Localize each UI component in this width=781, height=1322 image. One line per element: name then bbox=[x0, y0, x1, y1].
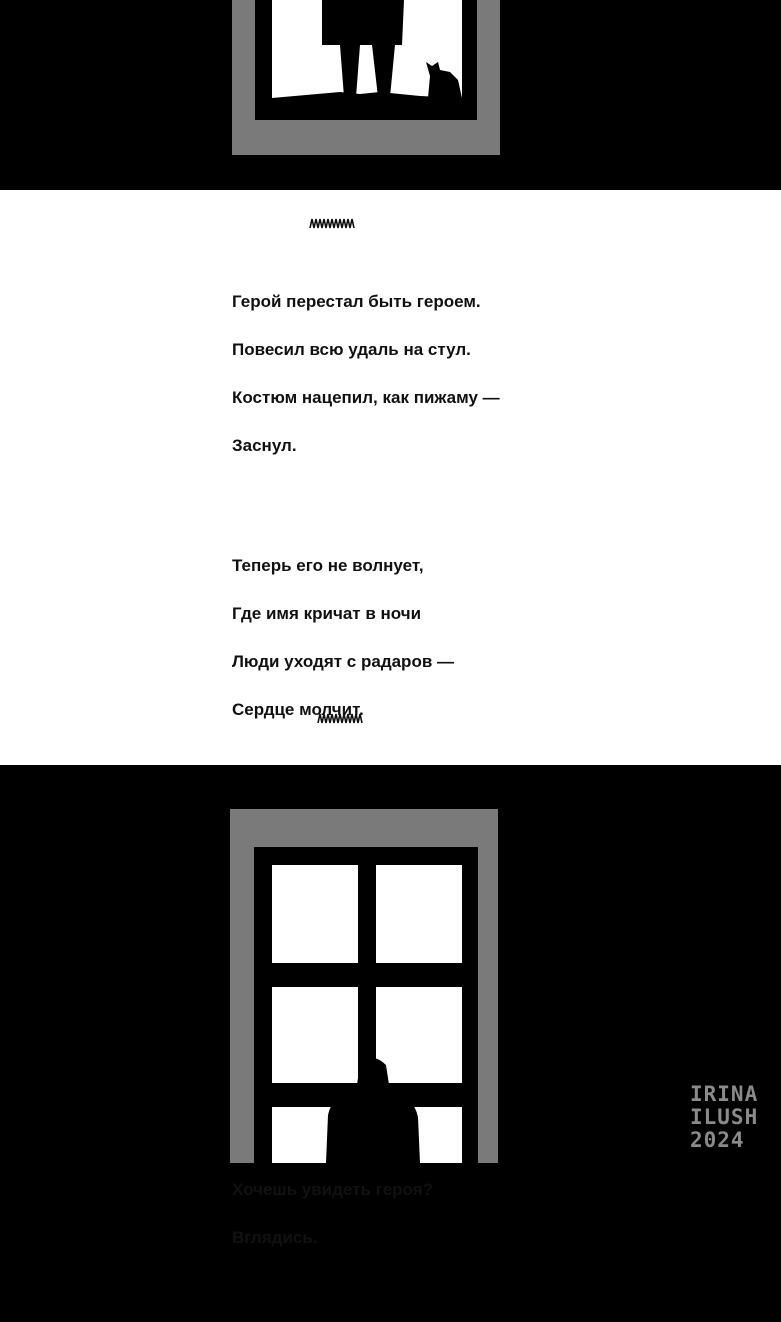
poem-line: Люди уходят с радаров — bbox=[232, 652, 455, 671]
poem-stanza bbox=[232, 530, 652, 746]
squiggle-divider-top bbox=[308, 216, 358, 232]
squiggle-divider-bottom bbox=[316, 710, 366, 726]
window-pane bbox=[376, 987, 462, 1083]
bottom-illustration bbox=[0, 765, 781, 1163]
poem-line: Заснул. bbox=[232, 436, 297, 455]
poem-line: Теперь его не волнует, bbox=[232, 556, 424, 575]
poem-line: Костюм нацепил, как пижаму — bbox=[232, 388, 500, 407]
window-pane bbox=[272, 987, 358, 1083]
poem-line: Сердце молчит. bbox=[232, 700, 364, 719]
poem-line: Где имя кричат в ночи bbox=[232, 604, 422, 623]
poem-stanza bbox=[232, 266, 652, 482]
signature-line: IRINA bbox=[690, 1082, 759, 1106]
window-pane bbox=[272, 865, 358, 963]
poem-line: Вглядись. bbox=[232, 1228, 318, 1247]
bottom-window-scene bbox=[0, 765, 781, 1163]
poem-line: Повесил всю удаль на стул. bbox=[232, 340, 471, 359]
window-pane bbox=[376, 865, 462, 963]
poem-line: Герой перестал быть героем. bbox=[232, 292, 481, 311]
signature-line: 2024 bbox=[690, 1128, 745, 1152]
poem-line: Хочешь увидеть героя? bbox=[232, 1180, 434, 1199]
top-illustration bbox=[0, 0, 781, 200]
top-window-scene bbox=[0, 0, 781, 200]
artist-signature bbox=[690, 1083, 776, 1152]
signature-line: ILUSH bbox=[690, 1105, 759, 1129]
